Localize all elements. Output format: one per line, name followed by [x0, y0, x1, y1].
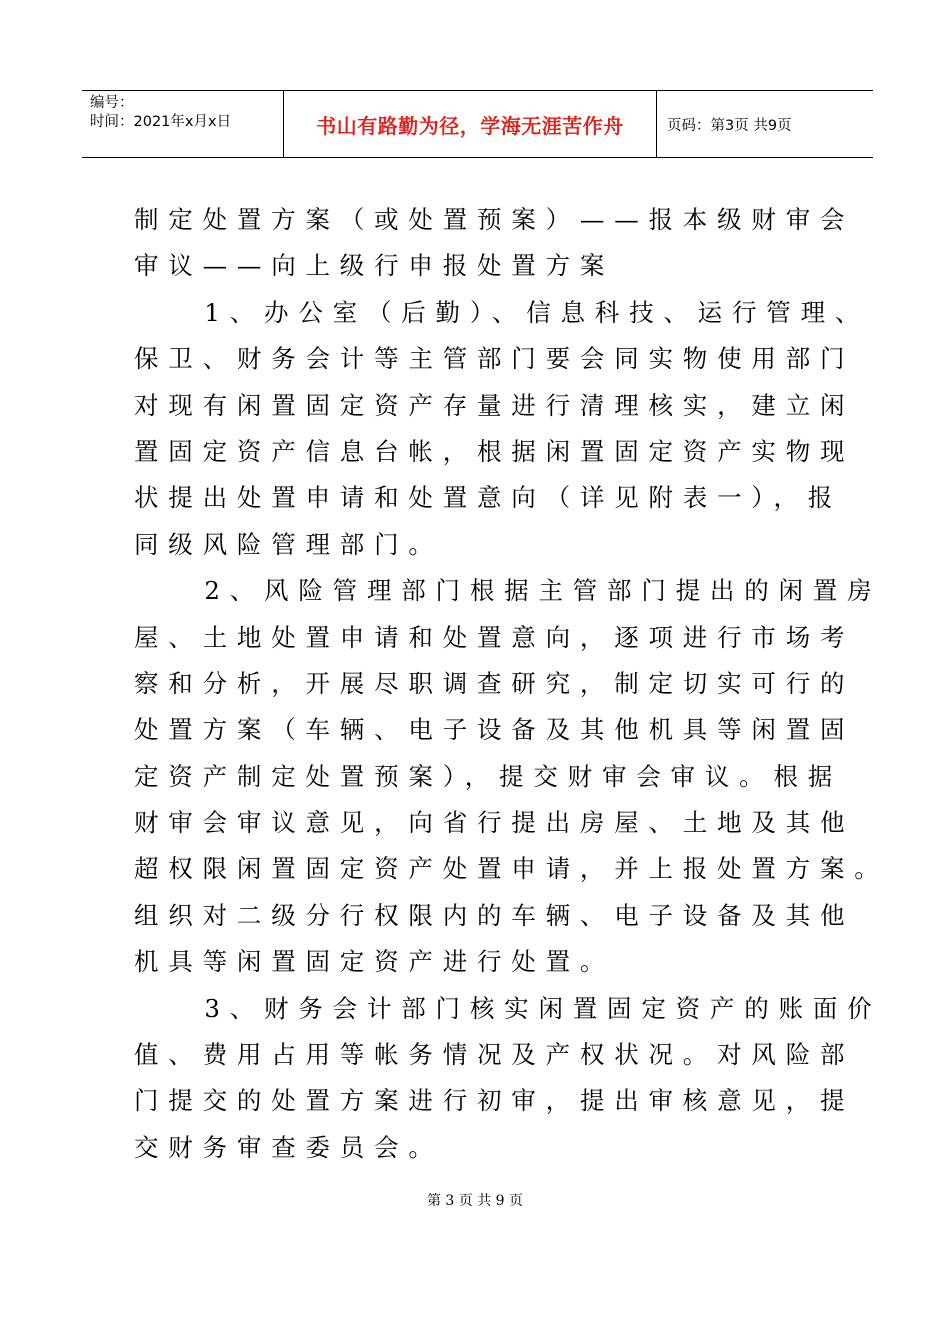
body-line: 屋、土地处置申请和处置意向，逐项进行市场考 — [134, 622, 855, 652]
body-line: 超权限闲置固定资产处置申请，并上报处置方案。 — [134, 854, 889, 884]
body-line: 1、办公室（后勤）、信息科技、运行管理、 — [134, 297, 870, 327]
body-line: 门提交的处置方案进行初审，提出审核意见，提 — [134, 1086, 855, 1116]
body-line: 处置方案（车辆、电子设备及其他机具等闲置固 — [134, 715, 855, 745]
body-line: 组织对二级分行权限内的车辆、电子设备及其他 — [134, 900, 855, 930]
body-line: 财审会审议意见，向省行提出房屋、土地及其他 — [134, 808, 855, 838]
header-motto-cell — [284, 91, 657, 157]
document-body — [134, 197, 889, 1171]
body-line: 2、风险管理部门根据主管部门提出的闲置房 — [134, 576, 882, 606]
body-line: 机具等闲置固定资产进行处置。 — [134, 947, 615, 977]
body-line: 值、费用占用等帐务情况及产权状况。对风险部 — [134, 1040, 855, 1070]
body-line: 对现有闲置固定资产存量进行清理核实，建立闲 — [134, 390, 855, 420]
footer-page-number: 第 3 页 共 9 页 — [426, 1193, 524, 1209]
page-footer — [0, 1190, 950, 1210]
header-page-info: 页码：第3页 共9页 — [667, 117, 792, 134]
body-line: 审议——向上级行申报处置方案 — [134, 251, 615, 281]
body-line: 3、财务会计部门核实闲置固定资产的账面价 — [134, 993, 882, 1023]
header-page-cell — [657, 91, 873, 157]
document-header — [82, 90, 873, 158]
body-line: 察和分析，开展尽职调查研究，制定切实可行的 — [134, 668, 855, 698]
date-label: 时间：2021年x月x日 — [90, 114, 232, 130]
motto-text: 书山有路勤为径，学海无涯苦作舟 — [316, 113, 624, 138]
serial-number-label: 编号： — [90, 95, 134, 111]
header-meta-cell — [82, 91, 284, 157]
body-line: 制定处置方案（或处置预案）——报本级财审会 — [134, 205, 855, 234]
body-line: 交财务审查委员会。 — [134, 1132, 443, 1162]
body-line: 保卫、财务会计等主管部门要会同实物使用部门 — [134, 344, 855, 374]
body-line: 置固定资产信息台帐，根据闲置固定资产实物现 — [134, 436, 855, 466]
body-line: 定资产制定处置预案），提交财审会审议。根据 — [134, 761, 843, 791]
body-line: 状提出处置申请和处置意向（详见附表一），报 — [134, 483, 843, 513]
body-line: 同级风险管理部门。 — [134, 529, 443, 559]
